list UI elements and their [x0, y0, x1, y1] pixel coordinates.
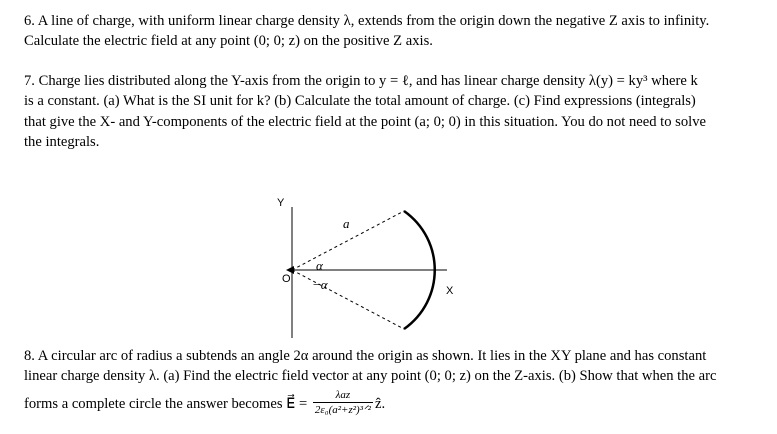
- problem-8: [24, 346, 759, 418]
- angle-label-positive: α: [316, 258, 323, 273]
- arc-diagram: [240, 190, 480, 340]
- angle-label-negative: −α: [312, 277, 328, 292]
- problem-6-line-1: 6. A line of charge, with uniform linear charge density λ, extends from the origin down the negative Z axis to infinity.: [24, 13, 710, 29]
- problem-7-line-3: that give the X- and Y-components of the electric field at the point (a; 0; 0) in this situation. You do not need to solve: [24, 113, 706, 130]
- field-fraction: [313, 389, 373, 416]
- problem-8-line-1: 8. A circular arc of radius a subtends an angle 2α around the origin as shown. It lies in the XY plane and has constant: [24, 348, 707, 364]
- problem-8-line-3: [24, 388, 759, 418]
- fraction-denominator: 2ε₀(a²+z²)³ᐟ²: [314, 403, 371, 416]
- problem-7-line-1: 7. Charge lies distributed along the Y-axis from the origin to y = ℓ, and has linear charge density λ(y) = ky³ where k: [24, 73, 698, 89]
- y-axis-label: Y: [277, 197, 285, 209]
- x-axis-label: X: [446, 285, 454, 297]
- problem-8-line-3-suffix: ẑ.: [374, 395, 386, 412]
- problem-6-line-2: Calculate the electric field at any point (0; 0; z) on the positive Z axis.: [24, 33, 433, 50]
- fraction-numerator: λaz: [313, 389, 373, 403]
- problem-7-line-4: the integrals.: [24, 133, 100, 150]
- radius-label: a: [343, 216, 350, 231]
- problem-8-line-3-prefix: forms a complete circle the answer becomes E⃗ =: [24, 395, 311, 412]
- problem-7: [24, 71, 759, 152]
- problem-7-line-2: is a constant. (a) What is the SI unit for k? (b) Calculate the total amount of charge. (c) Find expressions (integrals): [24, 93, 696, 110]
- problem-6: [24, 11, 759, 52]
- problem-8-line-2: linear charge density λ. (a) Find the electric field vector at any point (0; 0; z) on the Z-axis. (b) Show that when the arc: [24, 368, 717, 385]
- radius-line-lower: [292, 270, 404, 329]
- origin-label: O: [282, 273, 291, 285]
